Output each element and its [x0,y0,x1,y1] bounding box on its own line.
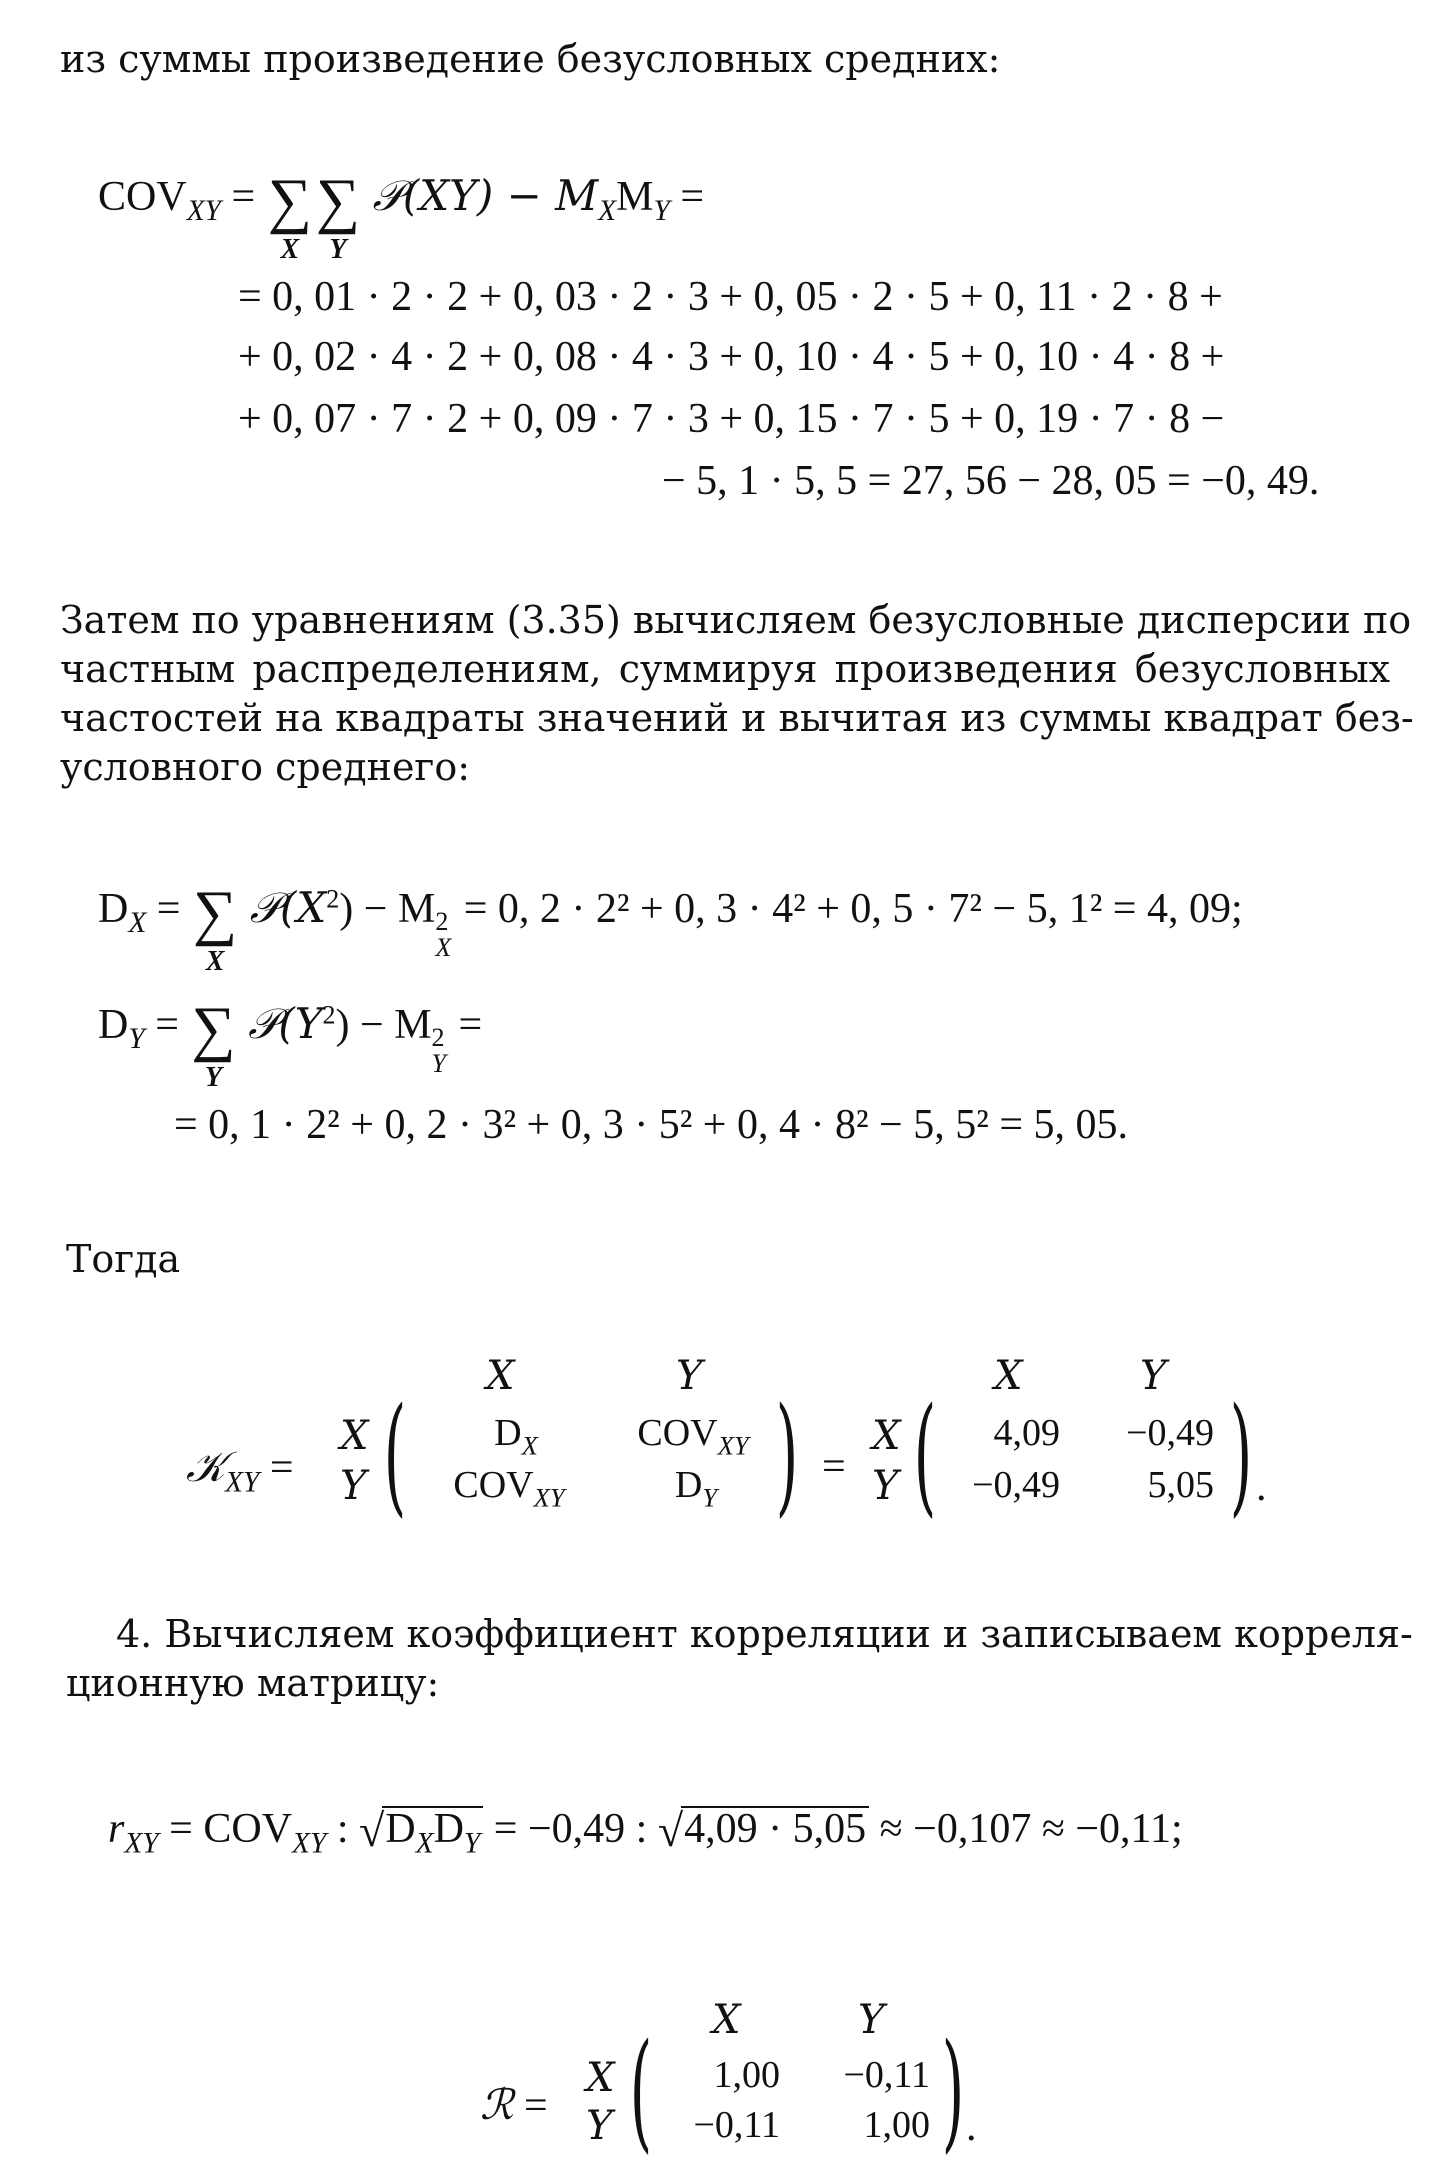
para-line: условного среднего: [60,745,471,789]
cov-line-2: + 0, 02 · 4 · 2 + 0, 08 · 4 · 3 + 0, 10 · 4 · 5 + 0, 10 · 4 · 8 + [238,334,1225,380]
k-val-r1c2: −0,49 [1126,1412,1214,1454]
r-val-r1c1: 1,00 [713,2054,780,2096]
m2: M [616,173,654,220]
r-val-r1c2: −0,11 [843,2054,930,2096]
cov-line-3: + 0, 07 · 7 · 2 + 0, 09 · 7 · 3 + 0, 15 · 7 · 5 + 0, 19 · 7 · 8 − [238,396,1225,442]
r-right-paren: ) [941,2017,965,2166]
dy-line-2: = 0, 1 · 2² + 0, 2 · 3² + 0, 3 · 5² + 0, 4 · 8² − 5, 5² = 5, 05. [174,1102,1129,1148]
cov-lhs-sub: XY [186,195,221,228]
dy-rhs-b: ) − M [335,1001,432,1048]
dx-rhs-a: 𝒫(X [249,882,327,932]
r-row-label: X [586,2055,615,2101]
k-row-label: Y [340,1463,367,1509]
t: D [494,1412,522,1454]
dy-rhs-a: 𝒫(Y [248,998,323,1048]
r-val-r2c2: 1,00 [863,2104,930,2146]
r-d: ≈ −0,107 ≈ −0,11; [869,1806,1183,1852]
m-sup: 2 [431,1022,445,1052]
k-val-right-paren: ) [1229,1381,1253,1530]
equals-sign: = [155,1001,190,1048]
r-val-r2c1: −0,11 [693,2104,780,2146]
s: Y [702,1482,718,1513]
cov-eq-end: = [680,173,705,220]
para-line: частным распределениям, суммируя произведения безусловных [60,647,1390,691]
sqrt-icon: √ [657,1805,684,1856]
s: X [521,1430,538,1461]
t: D [674,1464,703,1506]
dx-lhs: D [98,885,129,932]
r-c: = −0,49 : [483,1806,658,1852]
r-symbol: ℛ [480,2080,514,2129]
dy-equation [98,995,483,1093]
sq: 2 [322,1000,336,1030]
sum-symbol: ∑ Y [191,995,236,1093]
cov-rhs: 𝒫(XY) − M [372,170,599,220]
equals-sign: = [156,885,191,932]
cov-line-1: = 0, 01 · 2 · 2 + 0, 03 · 2 · 3 + 0, 05 · 2 · 5 + 0, 11 · 2 · 8 + [238,274,1223,320]
para-line: ционную матрицу: [66,1661,440,1705]
k-sym-r1c1 [456,1414,576,1459]
dx-lhs-sub: X [128,907,147,940]
k-val-r1c1: 4,09 [993,1412,1060,1454]
sum-limit-y: Y [329,234,347,265]
k-col-label: Y [676,1353,703,1399]
k-period: . [1256,1464,1267,1510]
k-lhs [186,1442,294,1499]
t: COV [637,1412,718,1454]
r-eq: = [524,2083,548,2129]
sum-limit-x: X [280,234,300,265]
m-supsub [431,1022,447,1078]
radicand-1 [382,1806,483,1859]
k-sym-r2c2 [636,1466,756,1511]
k-col-label: X [994,1353,1023,1399]
r-col-label: X [712,1997,741,2043]
k-eq2: = [822,1444,846,1490]
paragraph-item-4 [66,1610,1413,1708]
r-period: . [966,2104,977,2150]
t: D [385,1806,416,1852]
k-sub: XY [225,1466,260,1499]
k-row-label: Y [872,1463,899,1509]
m-sup: 2 [435,906,449,936]
s: XY [533,1482,565,1513]
r-matrix-lhs [480,2080,548,2129]
s: X [415,1827,434,1860]
sum-symbol: ∑ X [267,167,312,265]
k-right-paren: ) [775,1381,799,1530]
para-line: частостей на квадраты значений и вычитая из суммы квадрат без- [60,696,1414,740]
k-row-label: X [340,1413,369,1459]
m-supsub [435,906,452,962]
sq: 2 [326,884,340,914]
intro-text: из суммы произведение безусловных средних: [60,37,1001,81]
cov-equation [98,167,705,265]
dx-equation [98,879,1243,977]
s2: Y [463,1827,481,1860]
radicand-2: 4,09 · 5,05 [681,1806,869,1850]
r-a-sub: XY [292,1827,327,1860]
s: XY [717,1430,749,1461]
k-eq1: = [269,1445,294,1491]
r-lhs-sub: XY [124,1827,159,1860]
para-line: Затем по уравнениям (3.35) вычисляем безусловные дисперсии по [60,598,1412,642]
sqrt-icon: √ [359,1805,385,1856]
sum-symbol: ∑ Y [315,167,361,265]
k-sym-r1c2 [608,1414,778,1459]
k-col-label: X [486,1353,515,1399]
r-a: = COV [158,1806,293,1852]
r-lhs: r [108,1806,125,1852]
para-line: 4. Вычисляем коэффициент корреляции и записываем корреля- [116,1612,1413,1656]
dy-lhs: D [98,1001,129,1048]
dy-lhs-sub: Y [128,1023,145,1056]
dy-rest: = [448,1001,483,1048]
my-sub: Y [653,195,670,228]
k-symbol: 𝒦 [186,1442,226,1491]
k-col-label: Y [1140,1353,1167,1399]
r-col-label: Y [858,1997,885,2043]
cov-line-4: − 5, 1 · 5, 5 = 27, 56 − 28, 05 = −0, 49. [662,458,1320,504]
equals-sign: = [231,173,266,220]
togda-text: Тогда [66,1237,181,1281]
k-val-r2c2: 5,05 [1147,1464,1214,1506]
m-sub: Y [431,1048,447,1078]
r-left-paren: ( [629,2017,653,2166]
r-b: : [326,1806,360,1852]
r-row-label: Y [586,2103,613,2149]
k-row-label: X [872,1413,901,1459]
k-val-left-paren: ( [913,1381,937,1530]
k-sym-r2c1 [424,1466,594,1511]
sum-limit: X [205,946,225,977]
r-equation [108,1806,1183,1859]
k-val-r2c1: −0,49 [972,1464,1060,1506]
k-left-paren: ( [383,1381,407,1530]
t2: D [433,1806,464,1852]
paragraph-dispersions [60,596,1414,792]
mx-sub: X [598,195,617,228]
sum-symbol: ∑ X [192,879,238,977]
m-sub: X [435,932,452,962]
dx-rest: = 0, 2 · 2² + 0, 3 · 4² + 0, 5 · 7² − 5, 1² = 4, 09; [453,885,1243,932]
sum-limit: Y [204,1062,223,1093]
t: COV [453,1464,534,1506]
dx-rhs-b: ) − M [339,885,436,932]
cov-lhs: COV [98,173,187,220]
